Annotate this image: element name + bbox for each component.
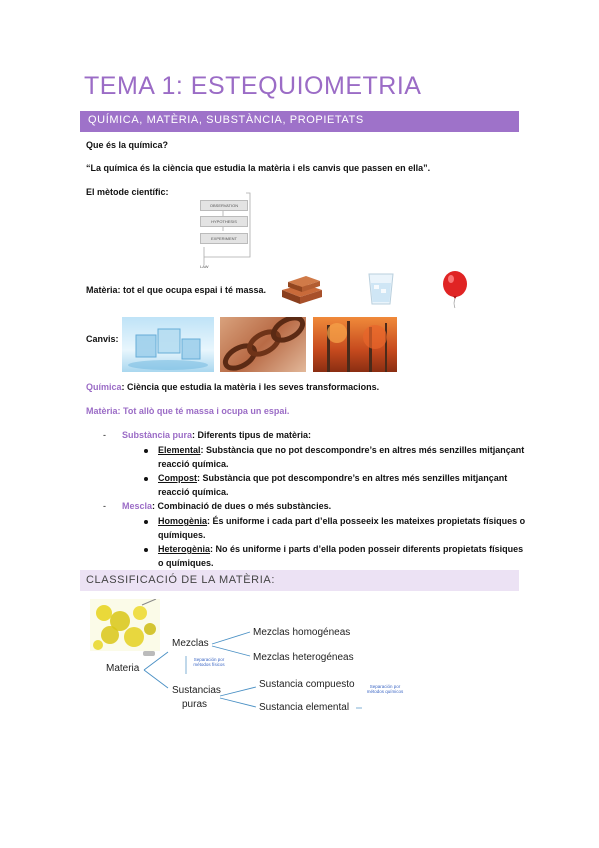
homogeneous-term: Homogènia <box>158 516 208 526</box>
flow-end-law: LAW <box>200 264 209 269</box>
homogeneous-line-1 <box>158 516 525 526</box>
node-mezclas-heterogeneas: Mezclas heterogéneas <box>253 652 354 663</box>
note-physical-separation: Separación por métodos físicos <box>193 657 225 667</box>
pure-substance-term: Substància pura <box>122 430 193 440</box>
scientific-method-flowchart <box>194 191 254 269</box>
elemental-line-2: reacció química. <box>158 459 229 469</box>
chemistry-definition-line <box>86 382 379 392</box>
compost-line-2: reacció química. <box>158 487 229 497</box>
node-materia: Materia <box>106 663 140 674</box>
dash-substancia: - <box>103 430 106 440</box>
bricks-image <box>278 270 326 306</box>
autumn-forest-image <box>313 317 397 372</box>
page-title: TEMA 1: ESTEQUIOMETRIA <box>84 72 422 100</box>
mixture-desc: : Combinació de dues o més substàncies. <box>152 501 332 511</box>
heterogeneous-line-2: o químiques. <box>158 558 214 568</box>
changes-label: Canvis: <box>86 334 119 344</box>
chemistry-term: Química <box>86 382 122 392</box>
ice-cubes-image <box>122 317 214 372</box>
mixture-line <box>122 501 331 511</box>
matter-term-line: Matèria: Tot allò que té massa i ocupa un espai. <box>86 406 290 416</box>
heterogeneous-line-1 <box>158 544 523 554</box>
elemental-desc: : Substància que no pot descompondre’s en altres més senzilles mitjançant <box>200 445 525 455</box>
node-sustancia-compuesto: Sustancia compuesto <box>259 679 355 690</box>
heterogeneous-term: Heterogènia <box>158 544 211 554</box>
node-mezclas: Mezclas <box>172 638 209 649</box>
section-header-quimica <box>80 111 519 132</box>
homogeneous-desc: : És uniforme i cada part d’ella posseeix les mateixes propietats físiques o <box>207 516 526 526</box>
flow-step-hypothesis: HYPOTHESIS <box>200 216 248 227</box>
bullet-elemental <box>144 449 148 453</box>
water-glass-image <box>366 271 396 307</box>
question-what-is-chemistry: Que és la química? <box>86 140 169 150</box>
dash-mescla: - <box>103 501 106 511</box>
homogeneous-line-2: químiques. <box>158 530 206 540</box>
elemental-term: Elemental <box>158 445 201 455</box>
node-mezclas-homogeneas: Mezclas homogéneas <box>253 627 351 638</box>
balloon-image <box>440 270 470 310</box>
compost-desc: : Substància que pot descompondre’s en altres més senzilles mitjançant <box>197 473 508 483</box>
compost-line-1 <box>158 473 507 483</box>
node-sustancias-line1: Sustancias <box>172 685 221 696</box>
pure-substance-desc: : Diferents tipus de matèria: <box>192 430 312 440</box>
compost-term: Compost <box>158 473 197 483</box>
section-header-classification <box>80 570 519 591</box>
chemistry-term-def: : Ciència que estudia la matèria i les seves transformacions. <box>121 382 380 392</box>
rusty-chain-image <box>220 317 306 372</box>
node-sustancia-elemental: Sustancia elemental <box>259 702 350 713</box>
scientific-method-label: El mètode científic: <box>86 187 169 197</box>
bullet-heterogenia <box>144 548 148 552</box>
bullet-homogenia <box>144 520 148 524</box>
flow-step-observation: OBSERVATION <box>200 200 248 211</box>
matter-definition-line: Matèria: tot el que ocupa espai i té massa. <box>86 285 267 295</box>
pure-substance-line <box>122 430 311 440</box>
heterogeneous-desc: : No és uniforme i parts d’ella poden posseir diferents propietats físiques <box>210 544 524 554</box>
bullet-compost <box>144 477 148 481</box>
section-header-label-2: CLASSIFICACIÓ DE LA MATÈRIA: <box>86 574 275 586</box>
chemistry-definition: “La química és la ciència que estudia la matèria i els canvis que passen en ella”. <box>86 163 431 173</box>
node-sustancias-line2: puras <box>182 699 208 710</box>
note-chemical-separation: Separación por métodos químicos <box>366 684 404 694</box>
mixture-term: Mescla <box>122 501 153 511</box>
elemental-line-1 <box>158 445 524 455</box>
flow-step-experiment: EXPERIMENT <box>200 233 248 244</box>
section-header-label: QUÍMICA, MATÈRIA, SUBSTÀNCIA, PROPIETATS <box>88 114 364 126</box>
